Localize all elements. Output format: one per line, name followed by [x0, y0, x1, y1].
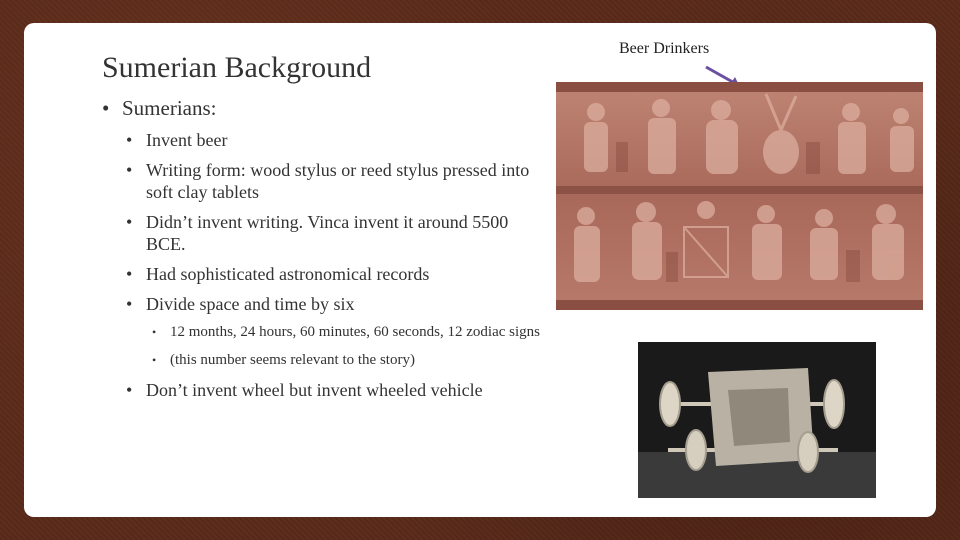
wheeled-vehicle-image	[638, 342, 876, 498]
bullet-item	[102, 159, 552, 203]
slide-title: Sumerian Background	[102, 51, 372, 84]
bullet-list	[102, 95, 552, 409]
bullet-glyph: •	[126, 212, 133, 232]
bullet-text: Don’t invent wheel but invent wheeled vehicle	[146, 380, 483, 400]
bullet-text: Invent beer	[146, 130, 228, 150]
clay-cart-icon	[638, 342, 876, 498]
bullet-glyph: •	[126, 264, 133, 284]
bullet-item	[102, 293, 552, 315]
bullet-glyph: •	[152, 353, 157, 367]
bullet-glyph: •	[126, 130, 133, 150]
bullet-item	[102, 351, 552, 369]
bullet-text: Writing form: wood stylus or reed stylus pressed into soft clay tablets	[146, 160, 530, 202]
slide	[24, 23, 936, 517]
bullet-item	[102, 323, 552, 341]
bullet-text: Had sophisticated astronomical records	[146, 264, 430, 284]
bullet-item	[102, 129, 552, 151]
bullet-item	[102, 263, 552, 285]
bullet-text: Sumerians:	[122, 96, 217, 120]
bullet-text: (this number seems relevant to the story)	[170, 352, 415, 368]
image-caption: Beer Drinkers	[619, 40, 710, 57]
seal-relief-icon	[556, 82, 923, 310]
bullet-glyph: •	[126, 294, 133, 314]
bullet-item	[102, 379, 552, 401]
cylinder-seal-image	[556, 82, 923, 310]
bullet-text: Didn’t invent writing. Vinca invent it around 5500 BCE.	[146, 212, 509, 254]
bullet-glyph: •	[126, 160, 133, 180]
bullet-glyph: •	[152, 325, 157, 339]
bullet-text: Divide space and time by six	[146, 294, 355, 314]
bullet-item	[102, 95, 552, 121]
bullet-glyph: •	[126, 380, 133, 400]
bullet-item	[102, 211, 552, 255]
bullet-glyph: •	[102, 96, 110, 120]
bullet-text: 12 months, 24 hours, 60 minutes, 60 seconds, 12 zodiac signs	[170, 324, 540, 340]
